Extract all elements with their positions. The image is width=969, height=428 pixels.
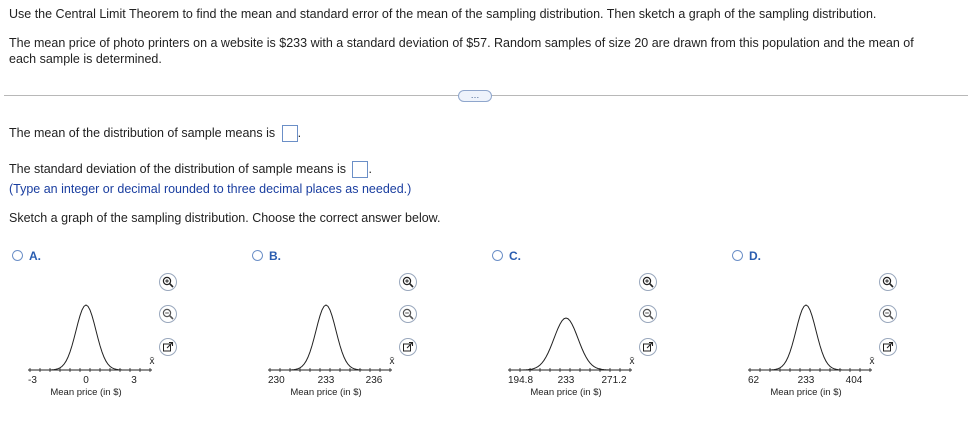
tick-label: -3: [28, 375, 37, 386]
option-graph-d: [748, 295, 888, 405]
tick-label: 233: [557, 375, 575, 386]
tick-label: 62: [748, 375, 760, 386]
mean-question: [9, 125, 301, 142]
option-graph-b: [268, 295, 408, 405]
zoom-in-icon[interactable]: [399, 273, 417, 291]
zoom-in-icon[interactable]: [879, 273, 897, 291]
mean-prompt: The mean of the distribution of sample means is: [9, 126, 276, 140]
pop-out-icon[interactable]: [159, 338, 177, 356]
zoom-out-icon[interactable]: [879, 305, 897, 323]
option-letter-b[interactable]: B.: [269, 249, 281, 263]
option-letter-a[interactable]: A.: [29, 249, 41, 263]
instruction-text: Use the Central Limit Theorem to find the mean and standard error of the mean of the sampling distribution. Then sketch a graph of the sampling distribution.: [9, 7, 877, 21]
x-axis-label: Mean price (in $): [50, 387, 122, 398]
xbar-symbol: x̄: [389, 356, 395, 367]
tick-label: 3: [131, 375, 137, 386]
option-radio-a[interactable]: [12, 250, 23, 261]
zoom-out-icon[interactable]: [399, 305, 417, 323]
x-axis-label: Mean price (in $): [530, 387, 602, 398]
option-radio-b[interactable]: [252, 250, 263, 261]
tick-label: 271.2: [601, 375, 627, 386]
pop-out-icon[interactable]: [879, 338, 897, 356]
tick-label: 0: [83, 375, 89, 386]
tick-label: 236: [365, 375, 383, 386]
zoom-in-icon[interactable]: [159, 273, 177, 291]
tick-label: 233: [317, 375, 335, 386]
zoom-out-icon[interactable]: [639, 305, 657, 323]
x-axis-label: Mean price (in $): [770, 387, 842, 398]
xbar-symbol: x̄: [149, 356, 155, 367]
mean-answer-input[interactable]: [282, 125, 298, 142]
pop-out-icon[interactable]: [639, 338, 657, 356]
normal-curve: [508, 318, 632, 370]
sketch-prompt: Sketch a graph of the sampling distribution. Choose the correct answer below.: [9, 211, 441, 225]
option-radio-d[interactable]: [732, 250, 743, 261]
more-button[interactable]: …: [458, 90, 492, 102]
normal-curve: [28, 305, 152, 370]
tick-label: 233: [797, 375, 815, 386]
sd-answer-input[interactable]: [352, 161, 368, 178]
problem-text-line2: each sample is determined.: [9, 52, 162, 66]
mean-period: .: [297, 126, 302, 140]
xbar-symbol: x̄: [869, 356, 875, 367]
rounding-hint: (Type an integer or decimal rounded to three decimal places as needed.): [9, 182, 412, 196]
xbar-symbol: x̄: [629, 356, 635, 367]
option-graph-a: [28, 295, 168, 405]
tick-label: 194.8: [508, 375, 534, 386]
option-letter-c[interactable]: C.: [509, 249, 521, 263]
option-graph-c: [508, 295, 648, 405]
option-letter-d[interactable]: D.: [749, 249, 761, 263]
sd-prompt: The standard deviation of the distribution of sample means is: [9, 162, 346, 176]
tick-label: 404: [845, 375, 863, 386]
normal-curve: [748, 305, 872, 370]
option-radio-c[interactable]: [492, 250, 503, 261]
normal-curve: [268, 305, 392, 370]
x-axis-label: Mean price (in $): [290, 387, 362, 398]
zoom-out-icon[interactable]: [159, 305, 177, 323]
zoom-in-icon[interactable]: [639, 273, 657, 291]
sd-question: [9, 161, 372, 178]
problem-text-line1: The mean price of photo printers on a website is $233 with a standard deviation of $57. Random samples of size 20 are drawn from this population and the mean of: [9, 36, 914, 50]
tick-label: 230: [268, 375, 285, 386]
pop-out-icon[interactable]: [399, 338, 417, 356]
sd-period: .: [368, 162, 372, 176]
